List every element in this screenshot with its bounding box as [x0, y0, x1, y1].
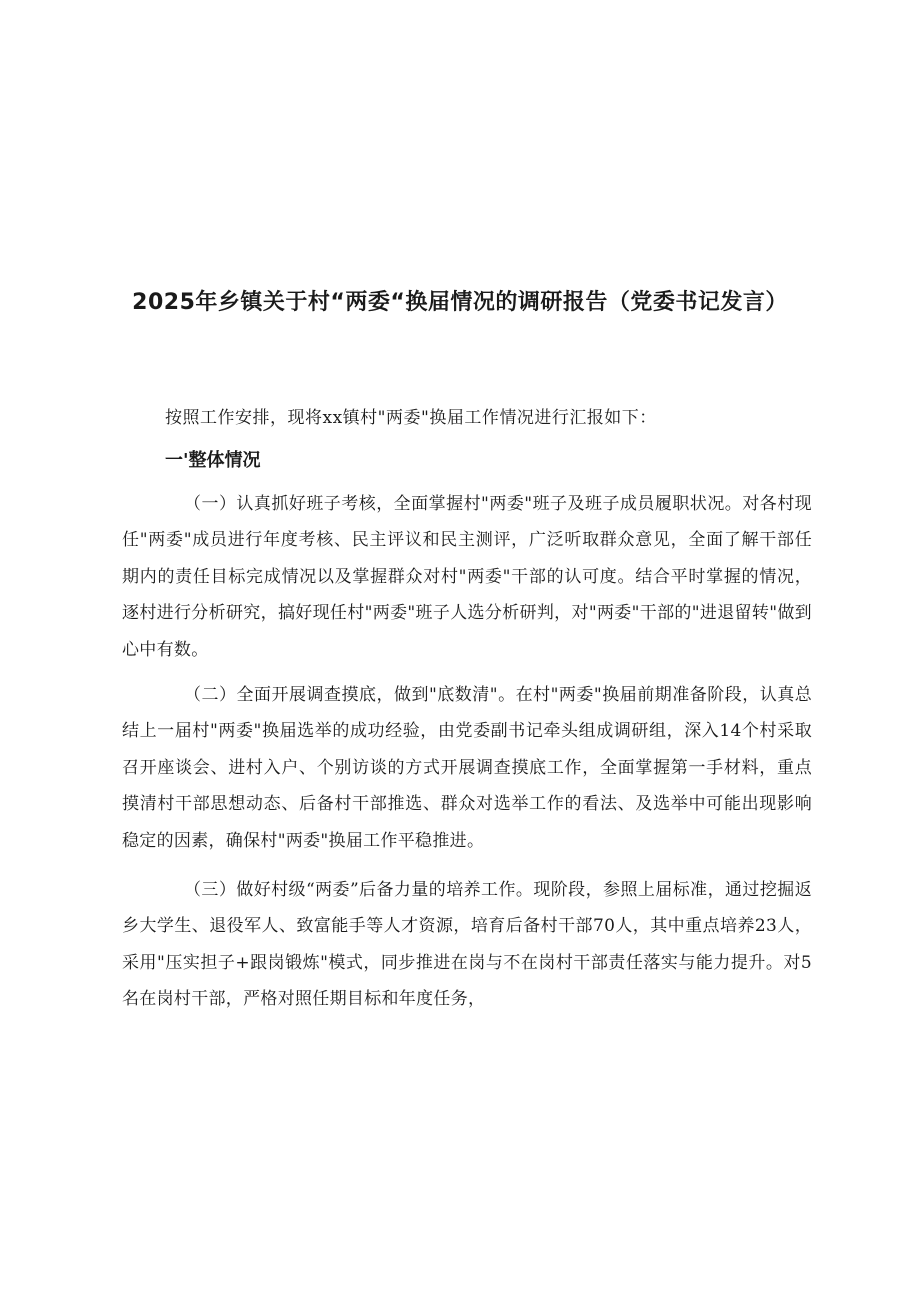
paragraph-3: （三）做好村级“两委”后备力量的培养工作。现阶段，参照上届标准，通过挖掘返乡大学生、退役军人、致富能手等人才资源，培育后备村干部70人，其中重点培养23人，采用"压实担子+跟岗锻炼"模式，同步推进在岗与不在岗村干部责任落实与能力提升。对5名在岗村干部，严格对照任期目标和年度任务， — [122, 880, 812, 1010]
paragraph-2: （二）全面开展调查摸底，做到"底数清"。在村"两委"换届前期准备阶段，认真总结上一届村"两委"换届选举的成功经验，由党委副书记牵头组成调研组，深入14个村采取召开座谈会、进村入户、个别访谈的方式开展调查摸底工作，全面掌握第一手材料，重点摸清村干部思想动态、后备村干部推选、群众对选举工作的看法、及选举中可能出现影响稳定的因素，确保村"两委"换届工作平稳推进。 — [122, 685, 812, 851]
section-heading: 一'整体情况 — [165, 450, 261, 471]
intro-paragraph: 按照工作安排，现将xx镇村"两委"换届工作情况进行汇报如下： — [165, 408, 657, 428]
document-body — [122, 402, 812, 1018]
paragraph-1: （一）认真抓好班子考核，全面掌握村"两委"班子及班子成员履职状况。对各村现任"两委"成员进行年度考核、民主评议和民主测评，广泛听取群众意见，全面了解干部任期内的责任目标完成情况以及掌握群众对村"两委"干部的认可度。结合平时掌握的情况，逐村进行分析研究，搞好现任村"两委"班子人选分析研判，对"两委"干部的"进退留转"做到心中有数。 — [122, 494, 812, 660]
document-title: 2025年乡镇关于村“两委“换届情况的调研报告（党委书记发言） — [132, 290, 788, 315]
